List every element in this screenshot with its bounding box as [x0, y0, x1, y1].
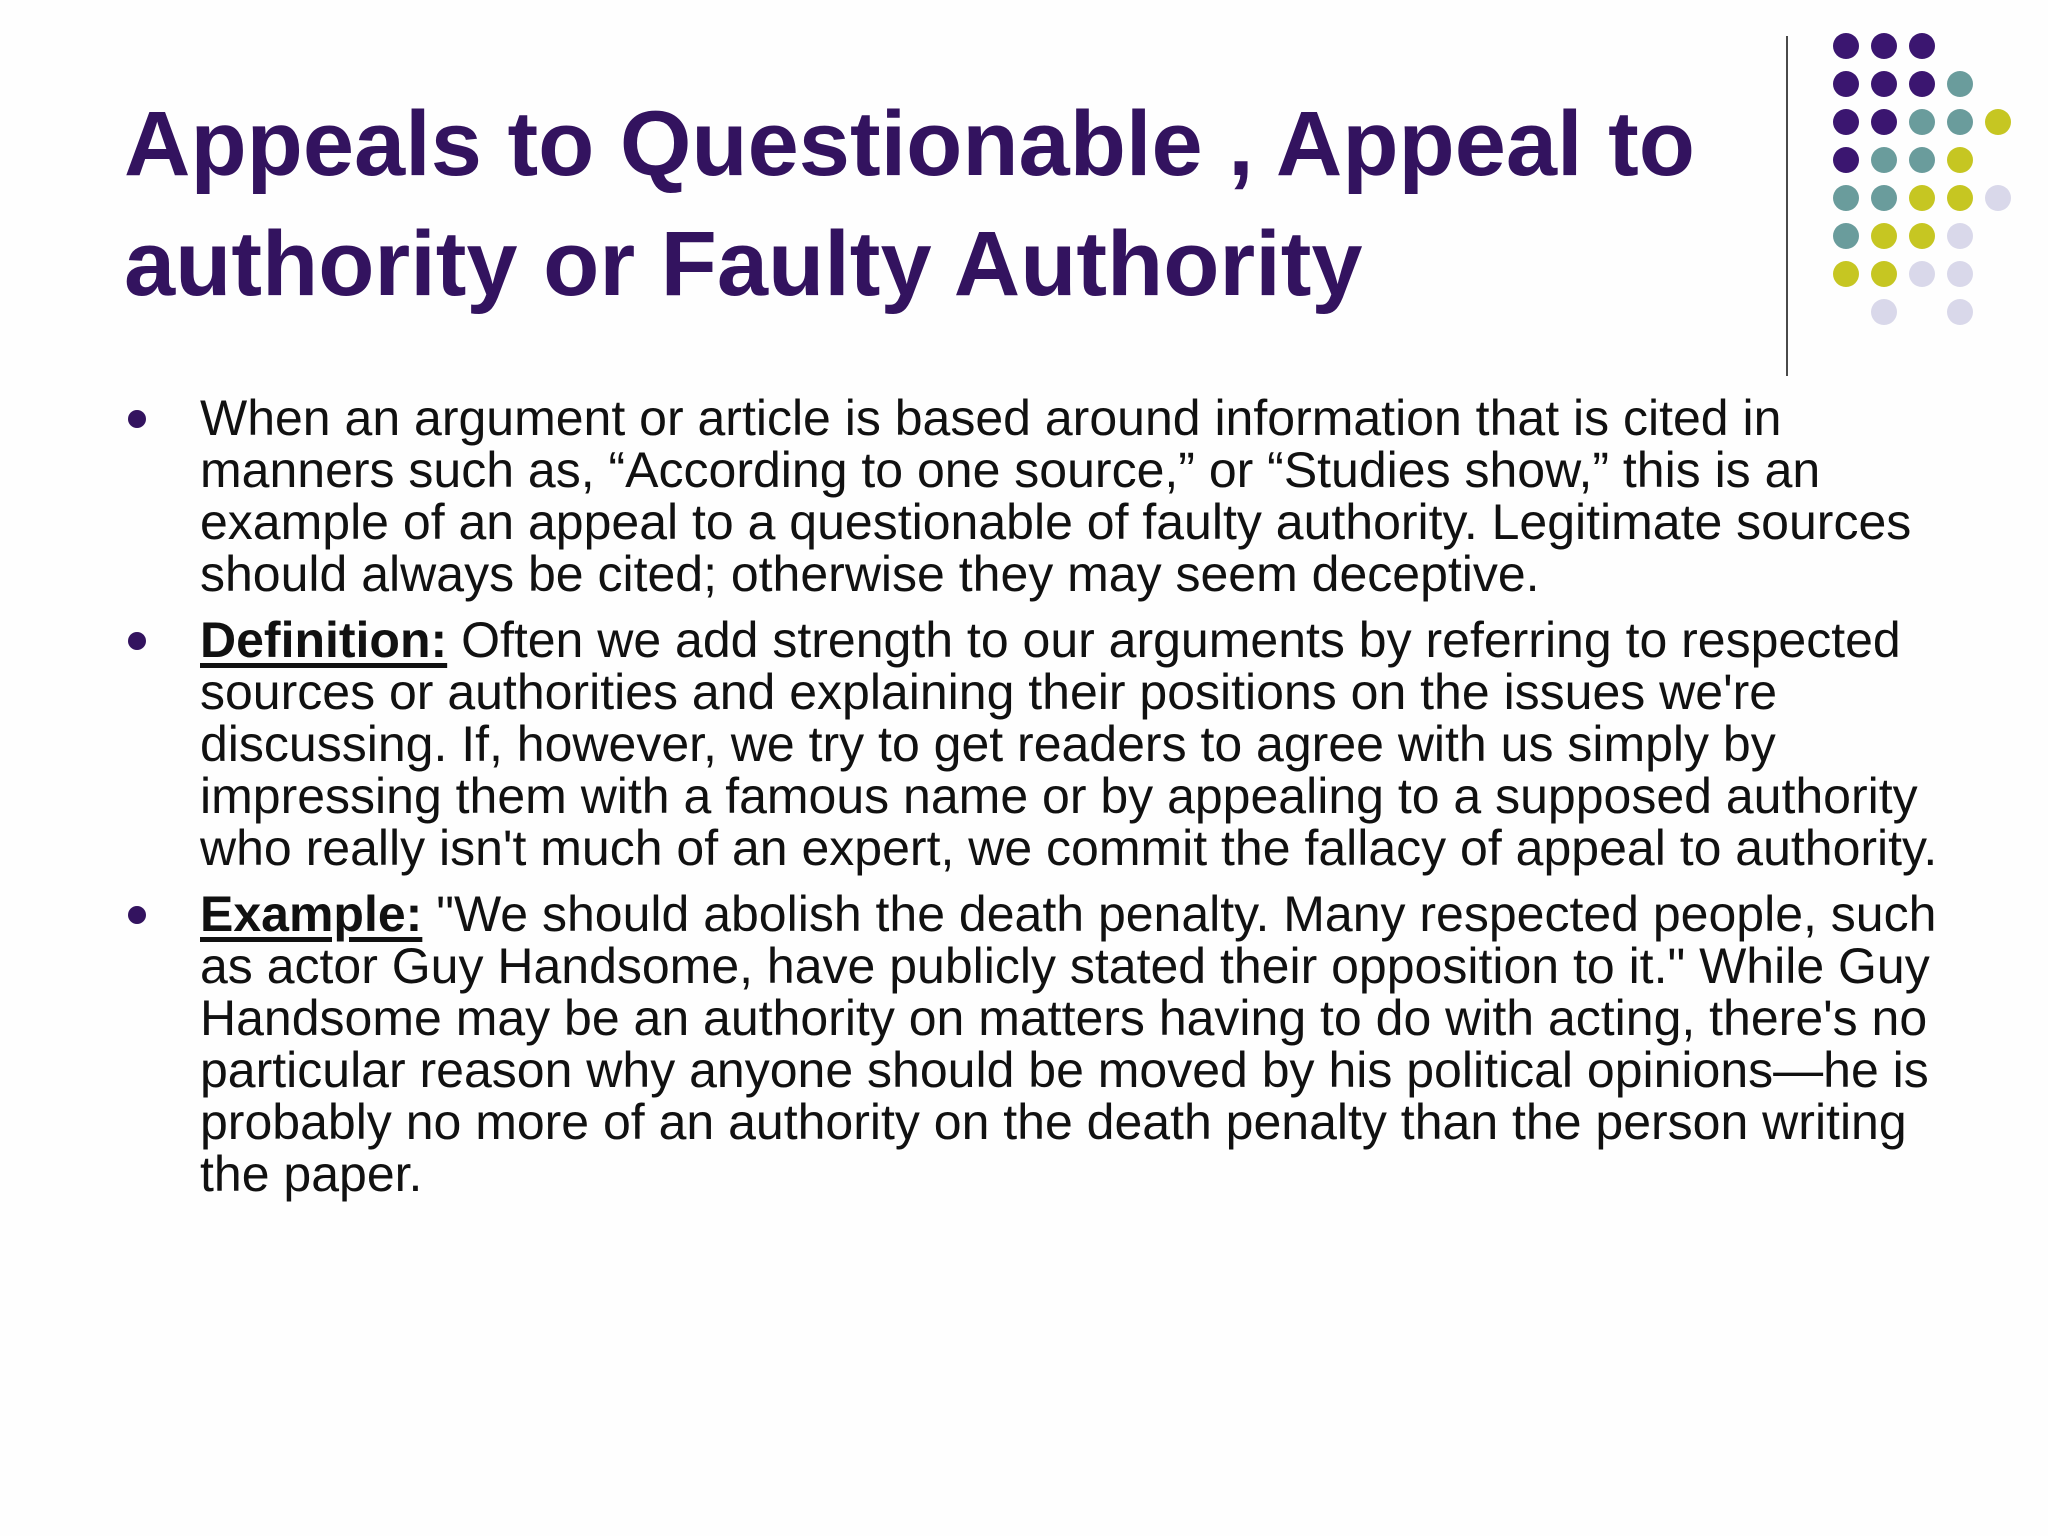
bullet-marker-icon — [128, 632, 146, 650]
bullet-item-example — [124, 888, 1954, 1200]
dot-olive — [1871, 261, 1897, 287]
dot-purple — [1833, 71, 1859, 97]
dot-grid-icon — [1828, 32, 2028, 332]
dot-olive — [1909, 223, 1935, 249]
slide-title: Appeals to Questionable , Appeal to authority or Faulty Authority — [124, 93, 1696, 315]
dot-olive — [1947, 185, 1973, 211]
dot-lavender — [1985, 185, 2011, 211]
example-term: Example: — [200, 886, 423, 942]
dot-lavender — [1871, 299, 1897, 325]
dot-olive — [1833, 261, 1859, 287]
dot-teal — [1909, 109, 1935, 135]
definition-term: Definition: — [200, 612, 448, 668]
bullet-marker-icon — [128, 906, 146, 924]
dot-purple — [1833, 147, 1859, 173]
bullet-text: Often we add strength to our arguments by referring to respected sources or authorities and explaining their positions on the issues we're discussing. If, however, we try to get readers to agree with us simply by impressing them with a famous name or by appealing to a supposed authority who really isn't much of an expert, we commit the fallacy of appeal to authority. — [200, 612, 1938, 876]
title-divider — [1786, 36, 1788, 376]
bullet-list — [124, 392, 1954, 1214]
dot-purple — [1833, 33, 1859, 59]
dot-purple — [1909, 33, 1935, 59]
dot-teal — [1871, 185, 1897, 211]
bullet-item-definition — [124, 614, 1954, 874]
bullet-text: "We should abolish the death penalty. Many respected people, such as actor Guy Handsome, have publicly stated their opposition to it." While Guy Handsome may be an authority on matters having to do with acting, there's no particular reason why anyone should be moved by his political opinions—he is probably no more of an authority on the death penalty than the person writing the paper. — [200, 886, 1937, 1202]
dot-teal — [1871, 147, 1897, 173]
dot-lavender — [1909, 261, 1935, 287]
dot-olive — [1909, 185, 1935, 211]
dot-teal — [1833, 185, 1859, 211]
bullet-text: When an argument or article is based around information that is cited in manners such as, “According to one source,” or “Studies show,” this is an example of an appeal to a questionable of faulty authority. Legitimate sources should always be cited; otherwise they may seem deceptive. — [200, 390, 1912, 602]
dot-lavender — [1947, 223, 1973, 249]
dot-teal — [1947, 109, 1973, 135]
dot-purple — [1871, 71, 1897, 97]
dot-lavender — [1947, 299, 1973, 325]
bullet-marker-icon — [128, 410, 146, 428]
dot-purple — [1909, 71, 1935, 97]
dot-teal — [1909, 147, 1935, 173]
dot-teal — [1947, 71, 1973, 97]
dot-lavender — [1947, 261, 1973, 287]
dot-teal — [1833, 223, 1859, 249]
dot-purple — [1871, 109, 1897, 135]
dot-olive — [1871, 223, 1897, 249]
dot-grid-graphic — [1828, 32, 2028, 332]
dot-purple — [1833, 109, 1859, 135]
dot-purple — [1871, 33, 1897, 59]
dot-olive — [1947, 147, 1973, 173]
dot-olive — [1985, 109, 2011, 135]
bullet-item-intro — [124, 392, 1954, 600]
